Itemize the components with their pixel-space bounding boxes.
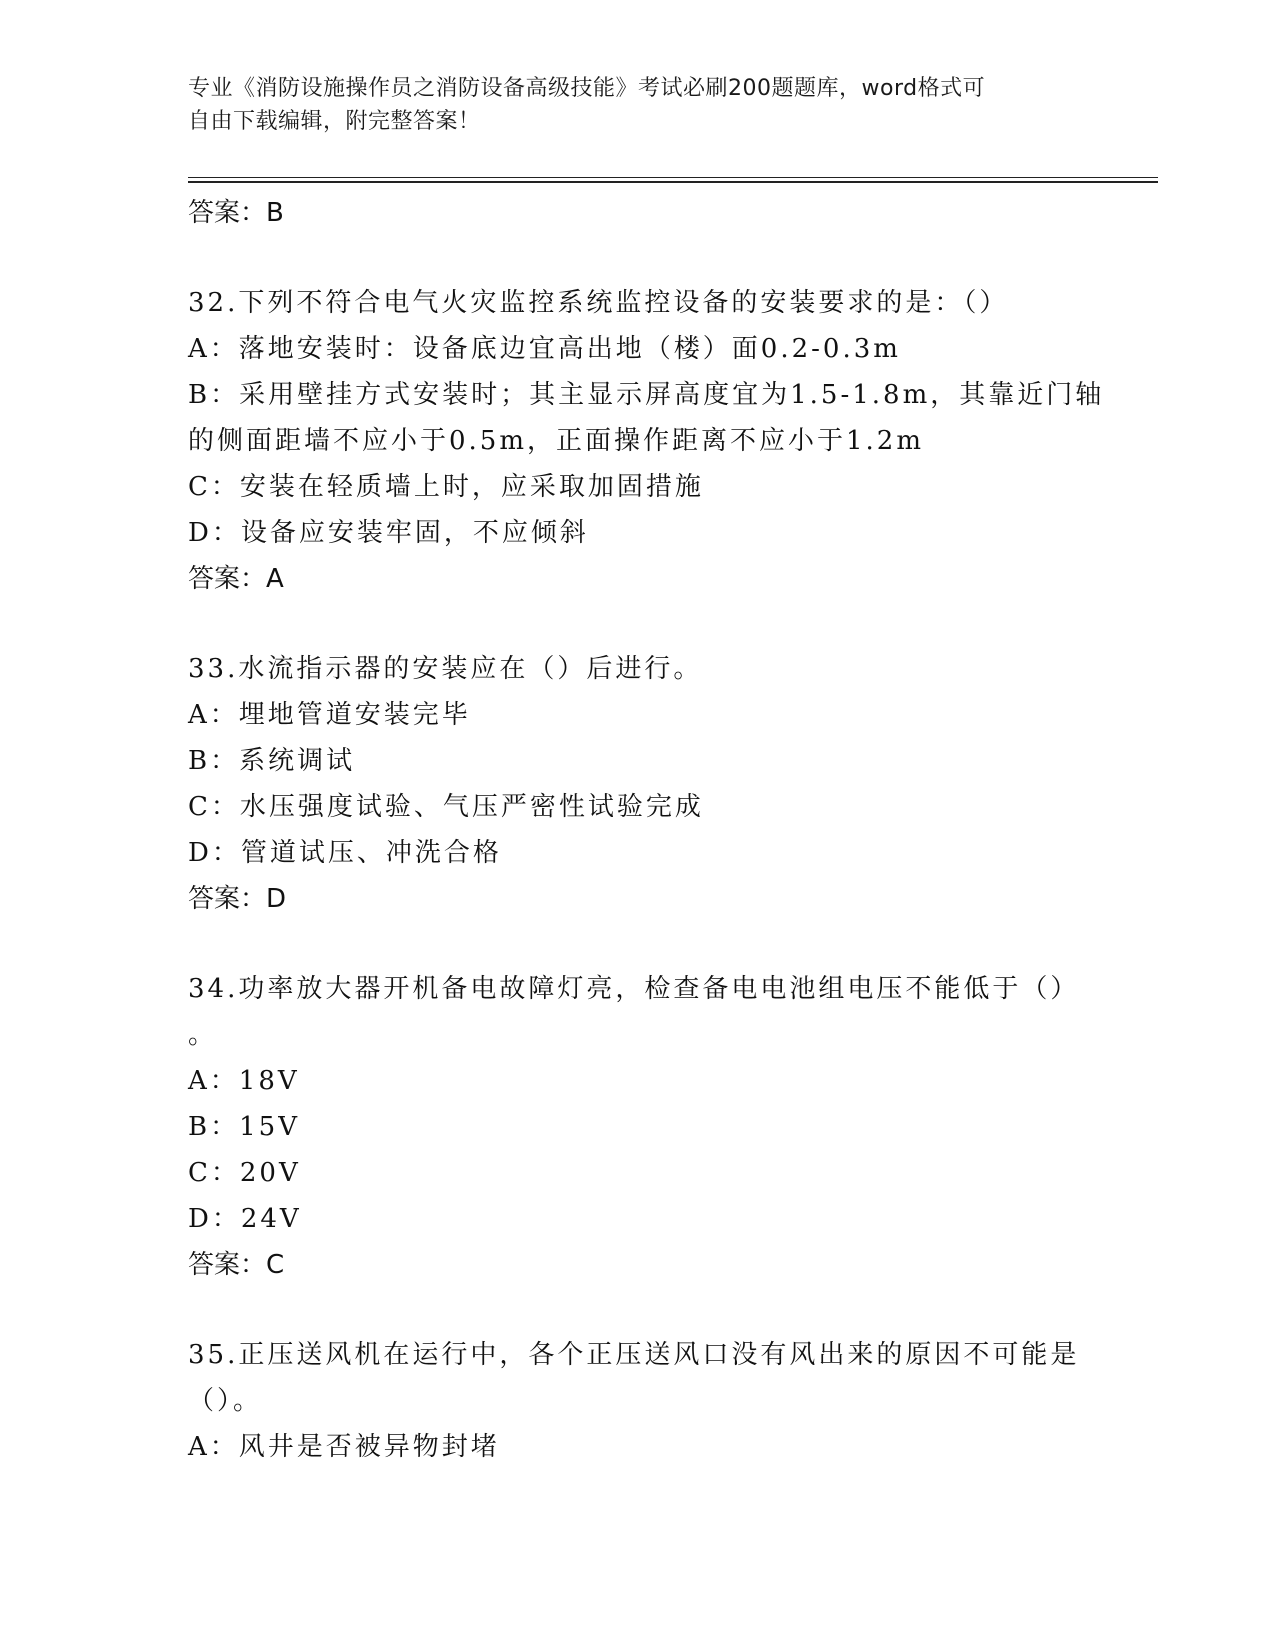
question-35 xyxy=(188,1332,1088,1470)
question-stem: 34.功率放大器开机备电故障灯亮，检查备电电池组电压不能低于（） xyxy=(188,974,1080,1004)
answer-q33: 答案：D xyxy=(188,884,287,914)
option-d: D：设备应安装牢固，不应倾斜 xyxy=(188,518,589,548)
option-a: A：18V xyxy=(188,1066,300,1096)
answer-q32: 答案：A xyxy=(188,564,284,594)
page-header xyxy=(188,72,1068,138)
option-d: D：24V xyxy=(188,1204,302,1234)
option-c: C：水压强度试验、气压严密性试验完成 xyxy=(188,792,704,822)
option-a: A：风井是否被异物封堵 xyxy=(188,1432,500,1462)
question-stem: 32.下列不符合电气火灾监控系统监控设备的安装要求的是：（） xyxy=(188,288,1009,318)
option-c: C：安装在轻质墙上时，应采取加固措施 xyxy=(188,472,704,502)
answer-q31: 答案：B xyxy=(188,198,284,228)
option-d: D：管道试压、冲洗合格 xyxy=(188,838,502,868)
option-a: A：落地安装时：设备底边宜高出地（楼）面0.2-0.3m xyxy=(188,334,901,364)
option-b: B：系统调试 xyxy=(188,746,356,776)
option-b: B：15V xyxy=(188,1112,300,1142)
question-stem-continued: 。 xyxy=(188,1020,218,1050)
option-b: B：采用壁挂方式安装时；其主显示屏高度宜为1.5-1.8m，其靠近门轴 xyxy=(188,380,1105,410)
question-stem: 35.正压送风机在运行中，各个正压送风口没有风出来的原因不可能是 xyxy=(188,1340,1080,1370)
question-32 xyxy=(188,280,1105,556)
header-rule-thin xyxy=(188,177,1158,178)
question-34 xyxy=(188,966,1088,1242)
question-33 xyxy=(188,646,1088,876)
document-body xyxy=(188,190,1105,1470)
option-b-continued: 的侧面距墙不应小于0.5m，正面操作距离不应小于1.2m xyxy=(188,426,925,456)
question-stem: 33.水流指示器的安装应在（）后进行。 xyxy=(188,654,703,684)
question-stem-continued: （）。 xyxy=(188,1386,263,1416)
header-rule-thick xyxy=(188,181,1158,183)
answer-q34: 答案：C xyxy=(188,1250,285,1280)
header-line-2: 自由下载编辑，附完整答案！ xyxy=(188,109,481,134)
header-line-1: 专业《消防设施操作员之消防设备高级技能》考试必刷200题题库，word格式可 xyxy=(188,76,986,101)
option-c: C：20V xyxy=(188,1158,301,1188)
option-a: A：埋地管道安装完毕 xyxy=(188,700,471,730)
